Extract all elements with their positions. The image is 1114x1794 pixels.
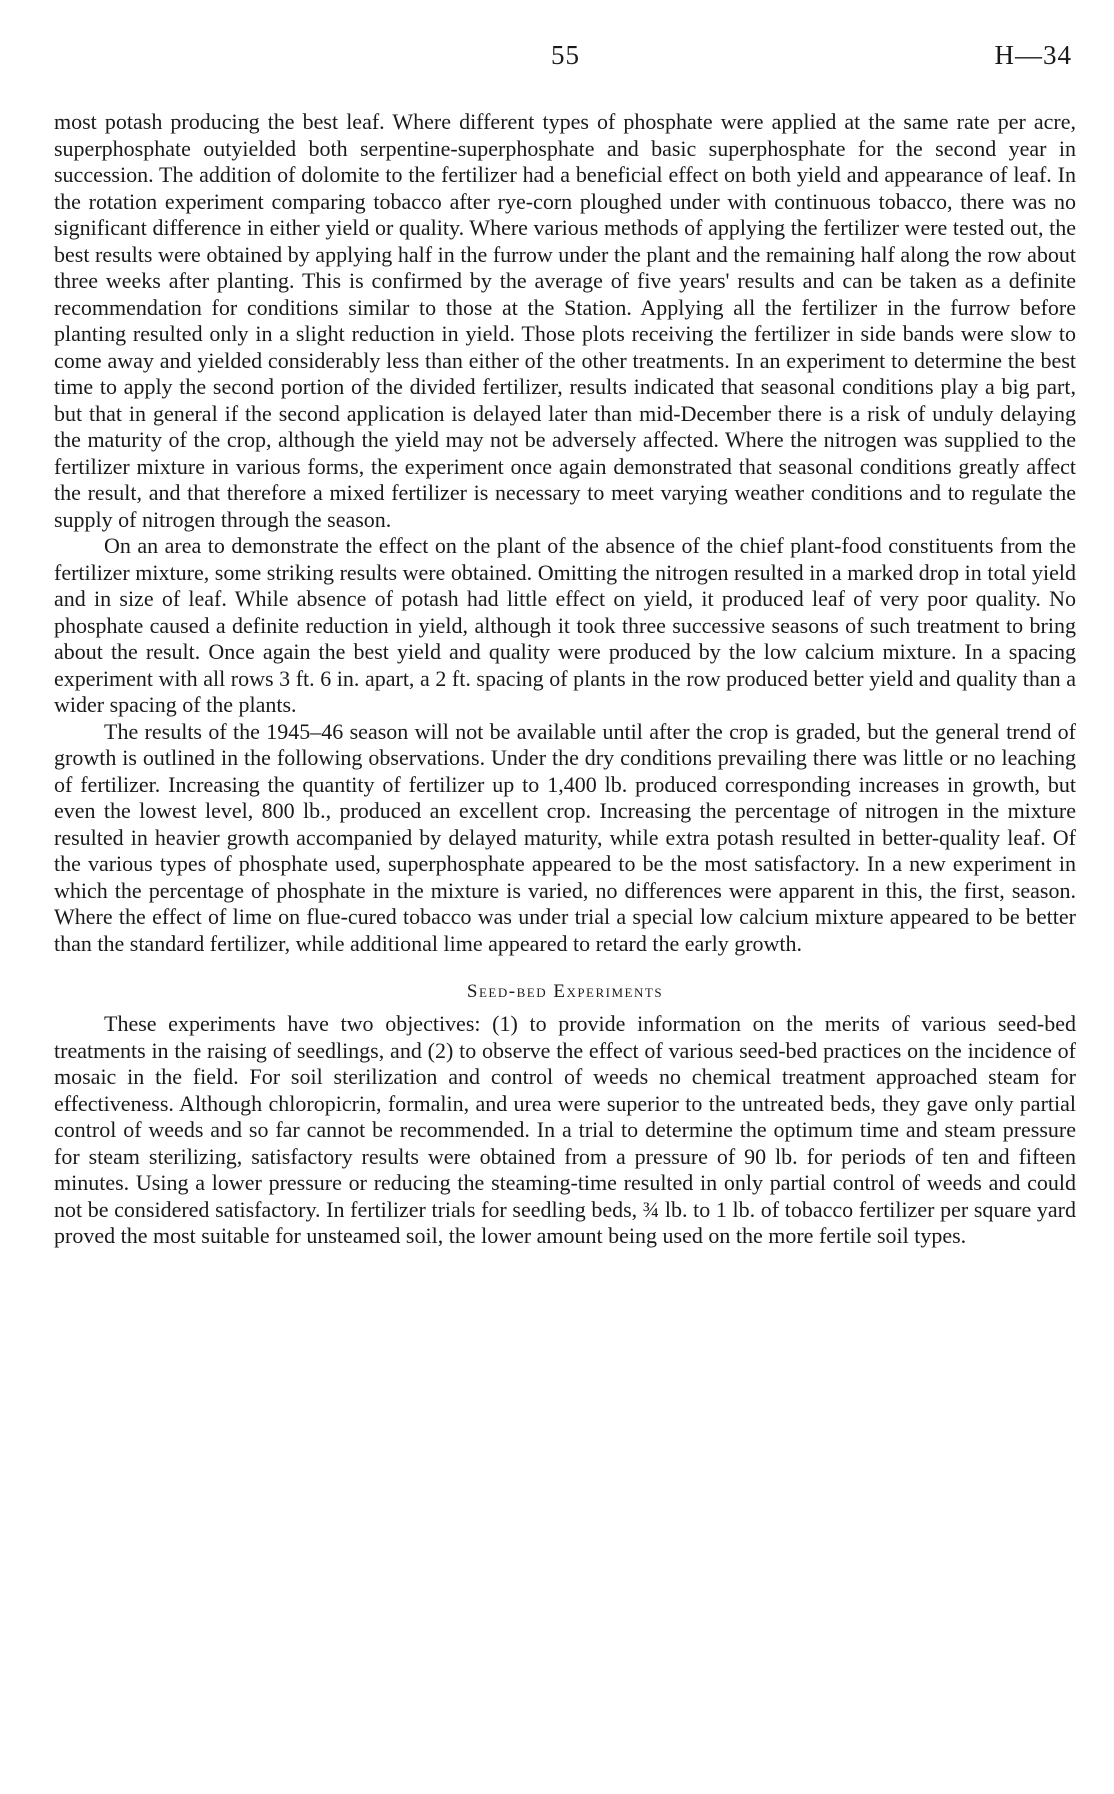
paragraph-seed-bed: These experiments have two objectives: (1) to provide information on the merits of various seed-bed treatments in the raising of seedlings, and (2) to observe the effect of various seed-bed practices on the incidence of mosaic in the field. For soil sterilization and control of weeds no chemical treatment approached steam for effectiveness. Although chloropicrin, formalin, and urea were superior to the untreated beds, they gave only partial control of weeds and so far cannot be recommended. In a trial to determine the optimum time and steam pressure for steam sterilizing, satisfactory results were obtained from a pressure of 90 lb. for periods of ten and fifteen minutes. Using a lower pressure or reducing the steaming-time resulted in only partial control of weeds and could not be considered satisfactory. In fertilizer trials for seedling beds, ¾ lb. to 1 lb. of tobacco fertilizer per square yard proved the most suitable for unsteamed soil, the lower amount being used on the more fertile soil types. xyxy=(54,1011,1076,1248)
page-reference: H—34 xyxy=(994,40,1072,70)
body-text xyxy=(54,109,1076,1250)
page-number: 55 xyxy=(551,40,580,70)
paragraph-plant-food-constituents: On an area to demonstrate the effect on the plant of the absence of the chief plant-food constituents from the fertilizer mixture, some striking results were obtained. Omitting the nitrogen resulted in a marked drop in total yield and in size of leaf. While absence of potash had little effect on yield, it produced leaf of very poor quality. No phosphate caused a definite reduction in yield, although it took three successive seasons of such treatment to bring about the result. Once again the best yield and quality were produced by the low calcium mixture. In a spacing experiment with all rows 3 ft. 6 in. apart, a 2 ft. spacing of plants in the row produced better yield and quality than a wider spacing of the plants. xyxy=(54,533,1076,717)
section-heading: Seed-bed Experiments xyxy=(466,981,664,1002)
page-header xyxy=(0,40,1114,80)
paragraph-1945-46-season: The results of the 1945–46 season will not be available until after the crop is graded, but the general trend of growth is outlined in the following observations. Under the dry conditions prevailing there was little or no leaching of fertilizer. Increasing the quantity of fertilizer up to 1,400 lb. produced corresponding increases in growth, but even the lowest level, 800 lb., produced an excellent crop. Increasing the percentage of nitrogen in the mixture resulted in heavier growth accompanied by delayed maturity, while extra potash resulted in better-quality leaf. Of the various types of phosphate used, superphosphate appeared to be the most satisfactory. In a new experiment in which the percentage of phosphate in the mixture is varied, no differences were apparent in this, the first, season. Where the effect of lime on flue-cured tobacco was under trial a special low calcium mixture appeared to be better than the standard fertilizer, while additional lime appeared to retard the early growth. xyxy=(54,718,1076,956)
paragraph-continued: most potash producing the best leaf. Where different types of phosphate were applied at the same rate per acre, superphosphate outyielded both serpentine-superphosphate and basic superphosphate for the second year in succession. The addition of dolomite to the fertilizer had a beneficial effect on both yield and appearance of leaf. In the rotation experiment comparing tobacco after rye-corn ploughed under with continuous tobacco, there was no significant difference in either yield or quality. Where various methods of applying the fertilizer were tested out, the best results were obtained by applying half in the furrow under the plant and the remaining half along the row about three weeks after planting. This is confirmed by the average of five years' results and can be taken as a definite recommendation for conditions similar to those at the Station. Applying all the fertilizer in the furrow before planting resulted only in a slight reduction in yield. Those plots receiving the fertilizer in side bands were slow to come away and yielded considerably less than either of the other treatments. In an experiment to determine the best time to apply the second portion of the divided fertilizer, results indicated that seasonal conditions play a big part, but that in general if the second application is delayed later than mid-December there is a risk of unduly delaying the maturity of the crop, although the yield may not be adversely affected. Where the nitrogen was supplied to the fertilizer mixture in various forms, the experiment once again demonstrated that seasonal conditions greatly affect the result, and that therefore a mixed fertilizer is necessary to meet varying weather conditions and to regulate the supply of nitrogen through the season. xyxy=(54,109,1076,532)
